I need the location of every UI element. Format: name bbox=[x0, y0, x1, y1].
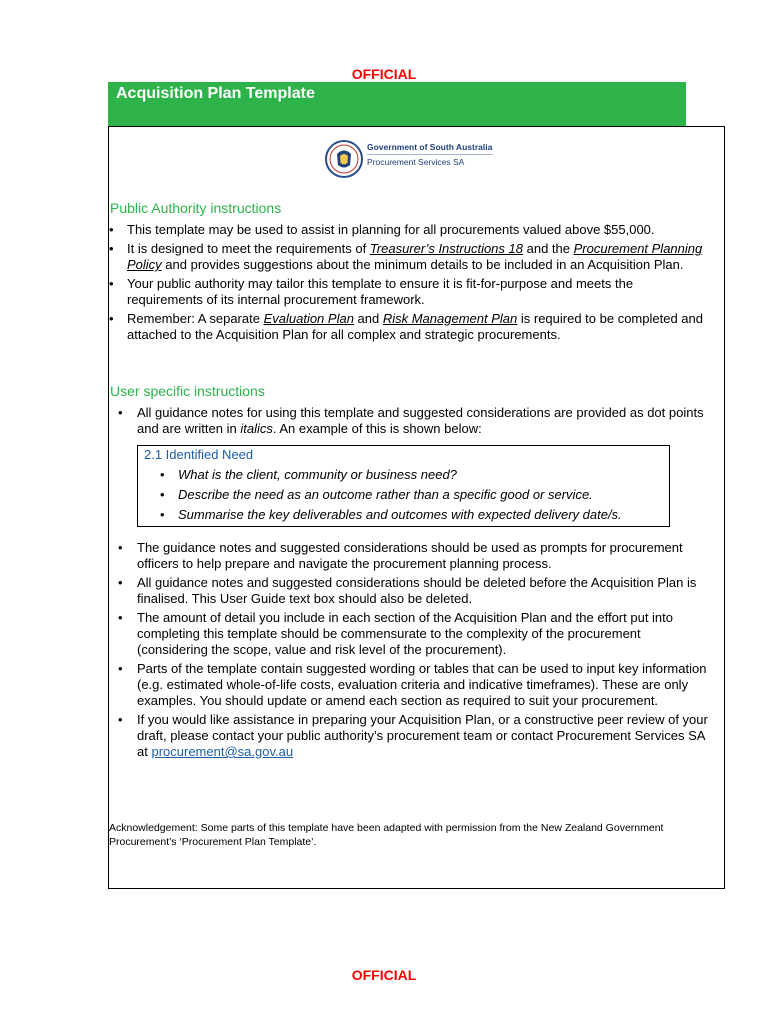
list-item: • This template may be used to assist in planning for all procurements valued above $55,000. bbox=[109, 222, 655, 237]
bullet-icon: • bbox=[118, 712, 123, 727]
government-logo bbox=[324, 139, 498, 179]
procurement-email-link[interactable]: procurement@sa.gov.au bbox=[151, 744, 294, 759]
list-item: • Parts of the template contain suggested wording or tables that can be used to input key information (e.g. estimated whole-of-life costs, evaluation criteria and indicative timeframes). These are only examples. You should update or amend each section as required to suit your procurement. bbox=[118, 661, 707, 708]
list-item: • The amount of detail you include in each section of the Acquisition Plan and the effort put into completing this template should be commensurate to the complexity of the procurement (considering the scope, value and risk level of the procurement). bbox=[118, 610, 674, 657]
list-item: • Summarise the key deliverables and outcomes with expected delivery date/s. bbox=[160, 507, 622, 522]
document-title-text: Acquisition Plan Template bbox=[116, 85, 315, 102]
bullet-icon: • bbox=[109, 240, 114, 256]
logo-government-text: Government of South Australia bbox=[367, 142, 493, 152]
evaluation-plan-link[interactable]: Evaluation Plan bbox=[263, 310, 354, 326]
list-item: • If you would like assistance in preparing your Acquisition Plan, or a constructive peer review of your draft, please contact your public authority’s procurement team or contact Procurement Services SA at procurement@sa.gov.au bbox=[118, 712, 708, 759]
bullet-icon: • bbox=[118, 405, 123, 420]
list-item: • It is designed to meet the requirements of Treasurer’s Instructions 18 and the Procurement Planning Policy and provides suggestions about the minimum details to be included in an Acquisition Plan. bbox=[109, 240, 703, 272]
list-item: • Describe the need as an outcome rather than a specific good or service. bbox=[160, 487, 593, 502]
user-specific-list-top bbox=[118, 405, 713, 440]
bullet-icon: • bbox=[160, 467, 165, 482]
classification-footer: OFFICIAL bbox=[351, 967, 417, 983]
user-specific-list-bottom bbox=[118, 540, 713, 763]
bullet-icon: • bbox=[118, 661, 123, 676]
treasurers-instructions-link[interactable]: Treasurer’s Instructions 18 bbox=[369, 240, 523, 256]
example-list bbox=[160, 467, 622, 527]
bullet-icon: • bbox=[160, 487, 165, 502]
list-item: • All guidance notes and suggested considerations should be deleted before the Acquisition Plan is finalised. This User Guide text box should also be deleted. bbox=[118, 575, 697, 606]
procurement-planning-policy-link[interactable]: Procurement Planning Policy bbox=[127, 240, 703, 272]
example-title: 2.1 Identified Need bbox=[144, 447, 254, 462]
logo-divider bbox=[367, 154, 493, 155]
bullet-icon: • bbox=[118, 540, 123, 555]
classification-header: OFFICIAL bbox=[351, 66, 417, 82]
public-authority-heading: Public Authority instructions bbox=[110, 200, 282, 216]
public-authority-list bbox=[108, 222, 708, 346]
bullet-icon: • bbox=[118, 610, 123, 625]
list-item: • Remember: A separate Evaluation Plan and Risk Management Plan is required to be completed and attached to the Acquisition Plan for all complex and strategic procurements. bbox=[109, 310, 703, 342]
sa-crest-icon bbox=[324, 139, 364, 179]
list-item: • All guidance notes for using this template and suggested considerations are provided as dot points and are written in italics. An example of this is shown below: bbox=[118, 405, 704, 436]
bullet-icon: • bbox=[109, 310, 114, 326]
document-title bbox=[108, 82, 686, 126]
logo-department-text: Procurement Services SA bbox=[367, 157, 465, 167]
risk-management-plan-link[interactable]: Risk Management Plan bbox=[382, 310, 518, 326]
acknowledgement-note: Acknowledgement: Some parts of this template have been adapted with permission from the New Zealand Government Procurement’s ‘Procurement Plan Template’. bbox=[109, 822, 664, 848]
bullet-icon: • bbox=[160, 507, 165, 522]
list-item: • What is the client, community or business need? bbox=[160, 467, 457, 482]
user-specific-heading: User specific instructions bbox=[110, 383, 265, 399]
list-item: • The guidance notes and suggested considerations should be used as prompts for procurement officers to help prepare and navigate the procurement planning process. bbox=[118, 540, 683, 571]
bullet-icon: • bbox=[109, 275, 114, 291]
bullet-icon: • bbox=[109, 222, 114, 237]
example-box bbox=[137, 445, 670, 527]
list-item: • Your public authority may tailor this template to ensure it is fit-for-purpose and meets the requirements of its internal procurement framework. bbox=[109, 275, 634, 307]
bullet-icon: • bbox=[118, 575, 123, 590]
